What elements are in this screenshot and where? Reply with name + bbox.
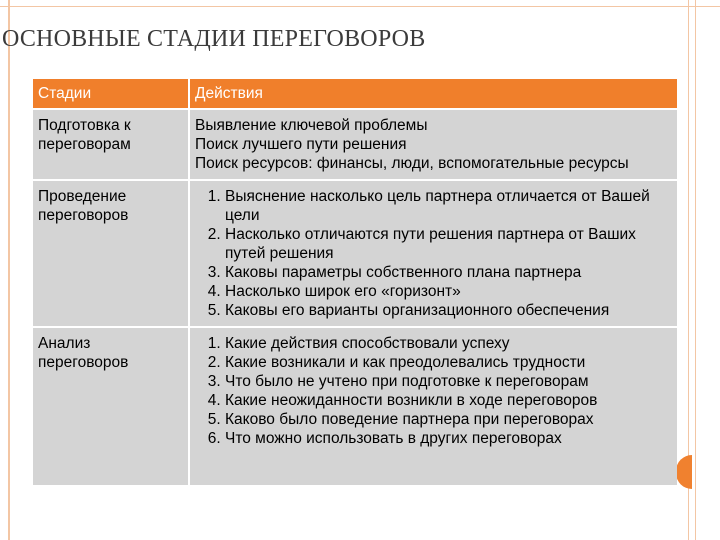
- actions-cell: [190, 328, 677, 485]
- action-text: Поиск ресурсов: финансы, люди, вспомогательные ресурсы: [195, 155, 629, 172]
- stages-table: [31, 77, 679, 487]
- actions-cell: [190, 181, 677, 326]
- left-accent-line: [8, 0, 10, 540]
- slide-title: ОСНОВНЫЕ СТАДИИ ПЕРЕГОВОРОВ: [2, 26, 426, 52]
- stage-cell: Подготовка к переговорам: [33, 110, 188, 179]
- header-actions: Действия: [190, 79, 677, 108]
- table-row: [33, 181, 677, 326]
- list-item: 3. Что было не учтено при подготовке к переговорам: [225, 372, 672, 391]
- list-item: 4. Какие неожиданности возникли в ходе переговоров: [225, 391, 672, 410]
- list-item: 1. Какие действия способствовали успеху: [225, 334, 672, 353]
- stage-cell: Проведение переговоров: [33, 181, 188, 326]
- action-text: Выявление ключевой проблемы: [195, 117, 428, 134]
- list-item: 1. Выяснение насколько цель партнера отличается от Вашей цели: [225, 187, 672, 225]
- list-item: 3. Каковы параметры собственного плана партнера: [225, 263, 672, 282]
- list-item: 2. Насколько отличаются пути решения партнера от Ваших путей решения: [225, 225, 672, 263]
- list-item: 4. Насколько широк его «горизонт»: [225, 282, 672, 301]
- table-row: [33, 110, 677, 179]
- header-stages: Стадии: [33, 79, 188, 108]
- list-item: 2. Какие возникали и как преодолевались трудности: [225, 353, 672, 372]
- list-item: 5. Каковы его варианты организационного обеспечения: [225, 301, 672, 320]
- table-header-row: [33, 79, 677, 108]
- action-text: Поиск лучшего пути решения: [195, 136, 407, 153]
- list-item: 5. Каково было поведение партнера при переговорах: [225, 410, 672, 429]
- stage-cell: Анализ переговоров: [33, 328, 188, 485]
- actions-cell: [190, 110, 677, 179]
- table-row: [33, 328, 677, 485]
- actions-list: [195, 187, 672, 320]
- right-accent-line-2: [695, 0, 696, 540]
- list-item: 6. Что можно использовать в других переговорах: [225, 429, 672, 448]
- actions-list: [195, 334, 672, 448]
- top-border-line: [0, 6, 720, 7]
